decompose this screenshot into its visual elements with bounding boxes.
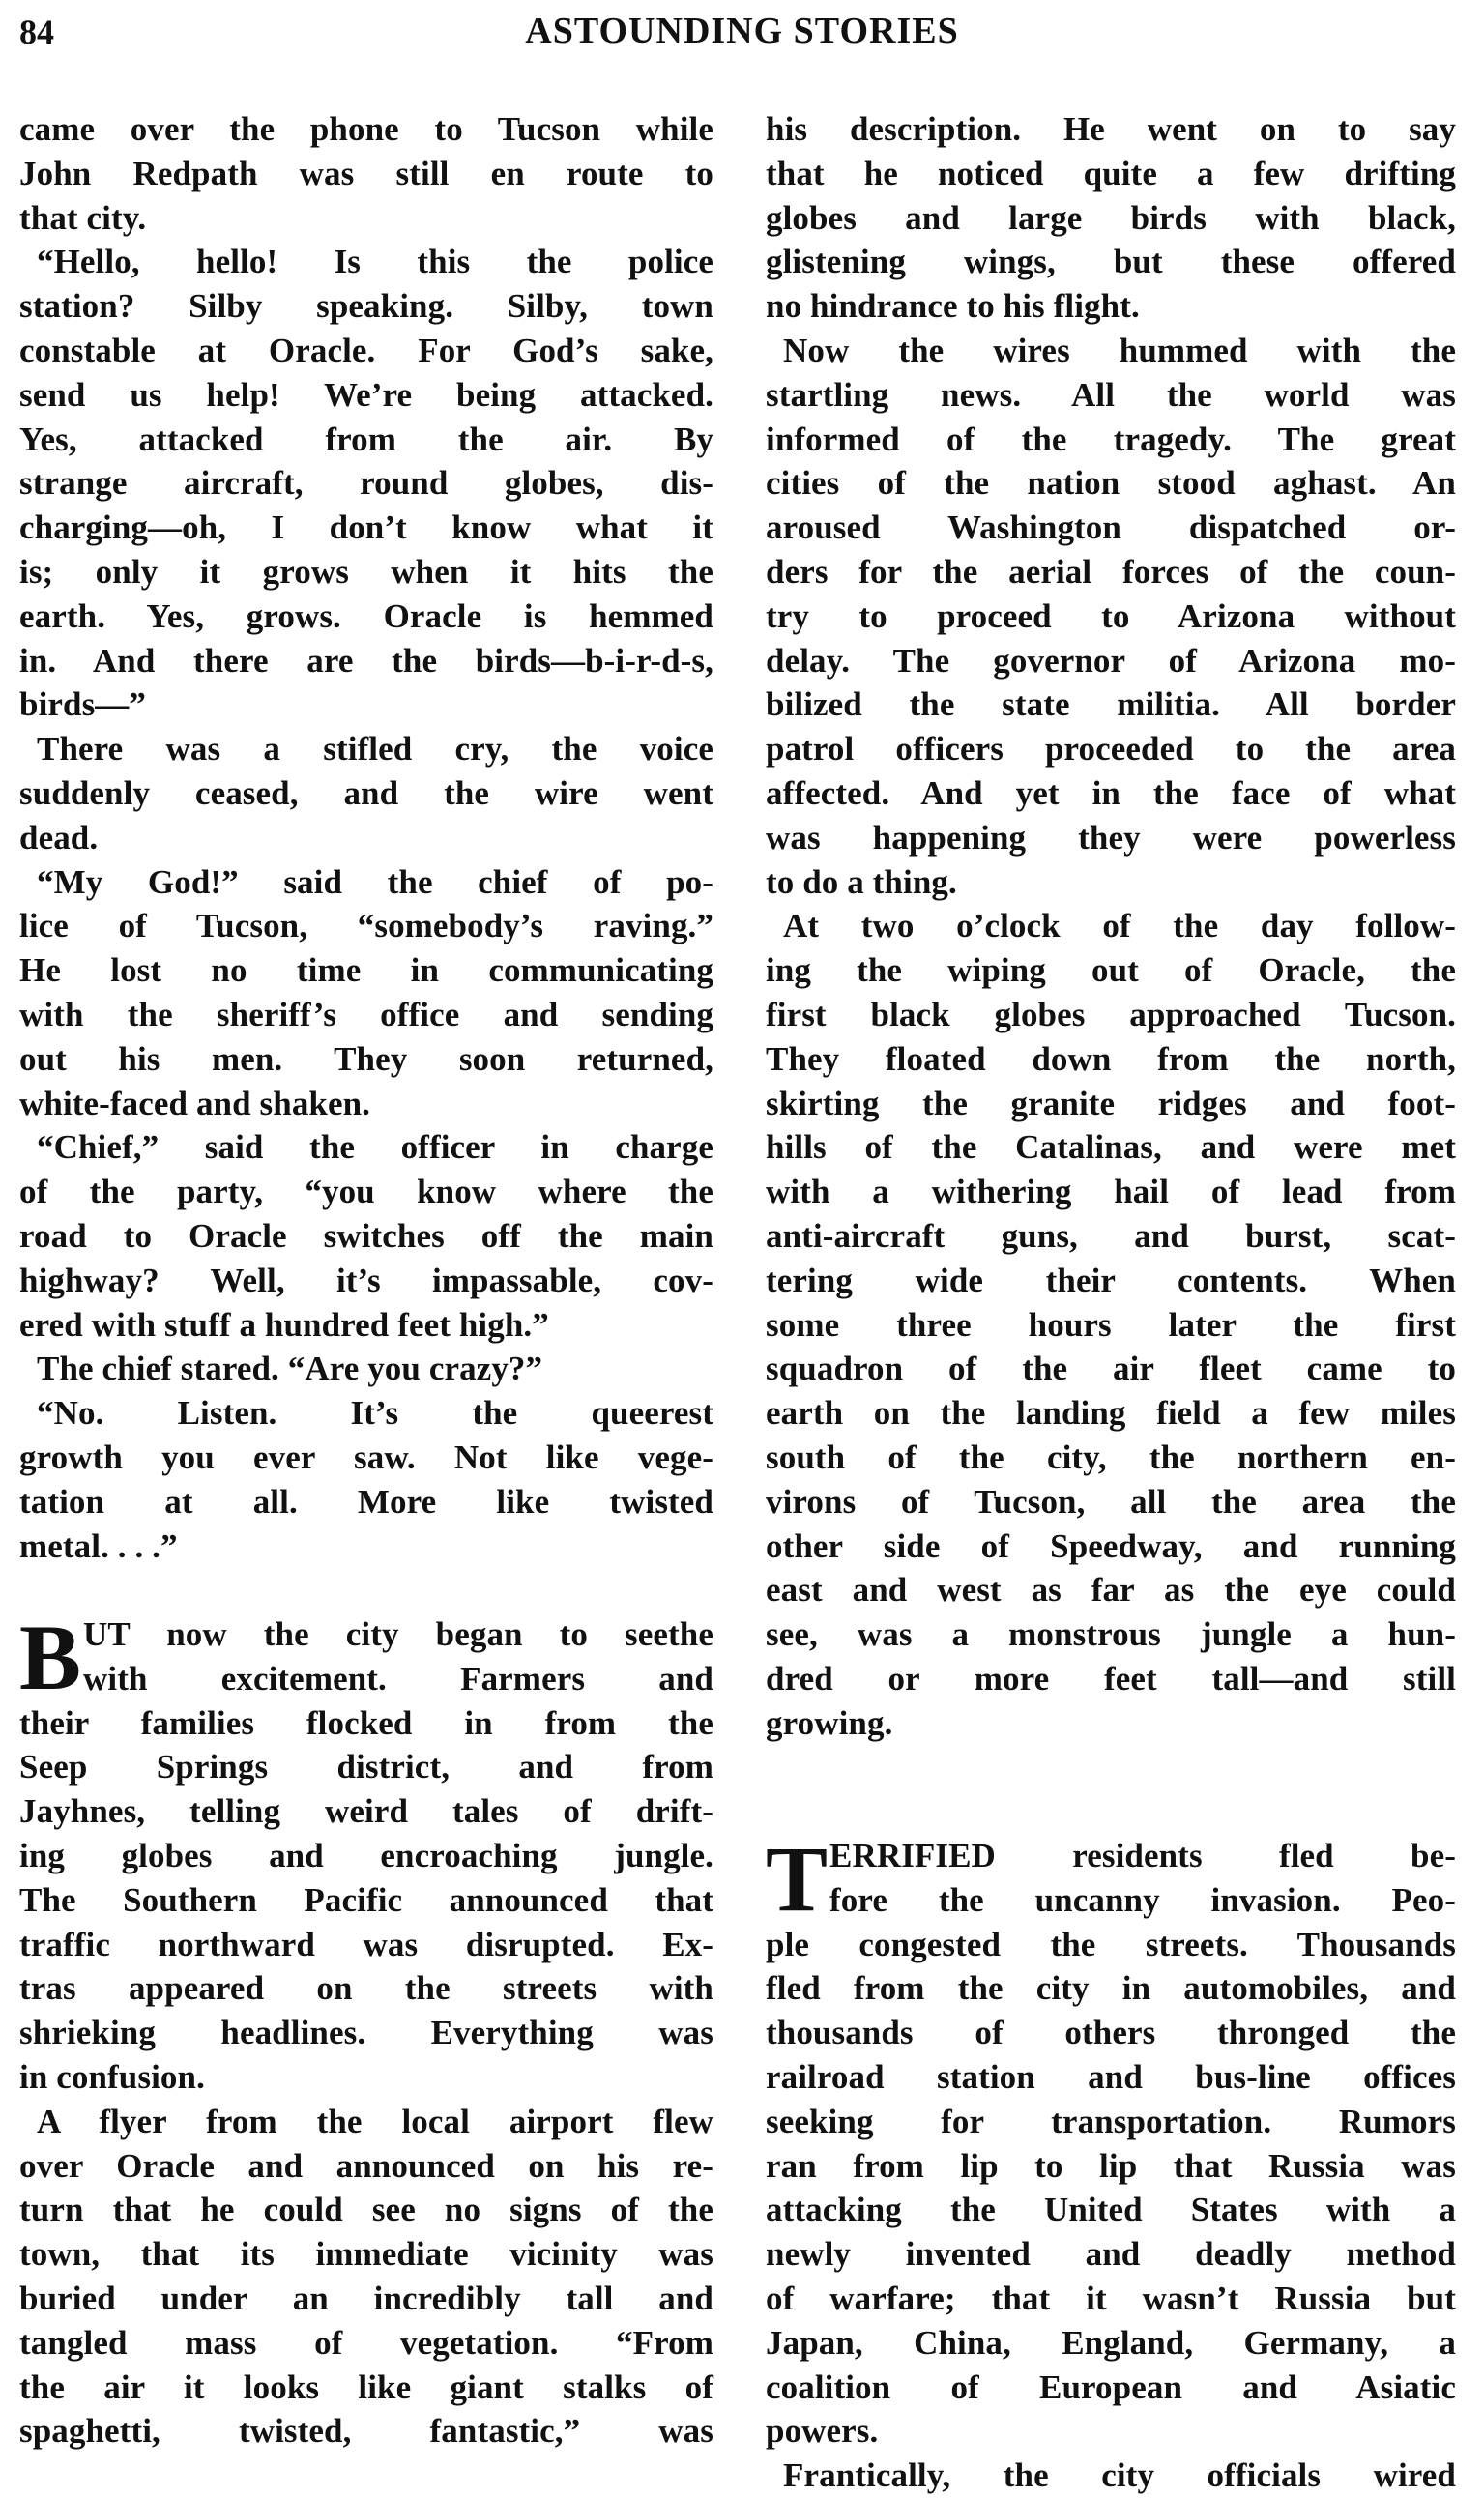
- text-line: At two o’clock of the day follow-: [783, 907, 1456, 945]
- text-line: try to proceed to Arizona without: [766, 596, 1456, 635]
- text-line: spaghetti, twisted, fantastic,” was: [19, 2412, 713, 2451]
- paragraph: [766, 904, 1456, 1745]
- text-line: with the sheriff’s office and sending: [19, 995, 713, 1033]
- text-line: The chief stared. “Are you crazy?”: [37, 1350, 543, 1388]
- text-line: “Hello, hello! Is this the police: [37, 243, 713, 281]
- text-line: coalition of European and Asiatic: [766, 2367, 1456, 2406]
- text-line: with a withering hail of lead from: [766, 1173, 1456, 1211]
- text-line: send us help! We’re being attacked.: [19, 375, 713, 414]
- text-line: Japan, China, England, Germany, a: [766, 2323, 1456, 2362]
- text-line: fore the uncanny invasion. Peo-: [829, 1880, 1456, 1919]
- text-line: shrieking headlines. Everything was: [19, 2014, 713, 2052]
- text-line: earth. Yes, grows. Oracle is hemmed: [19, 596, 713, 635]
- text-line: seeking for transportation. Rumors: [766, 2102, 1456, 2140]
- text-line: metal. . . .”: [19, 1526, 178, 1565]
- text-line: attacking the United States with a: [766, 2191, 1456, 2229]
- text-line: powers.: [766, 2412, 879, 2451]
- section-break: [19, 1568, 713, 1612]
- text-line: glistening wings, but these offered: [766, 243, 1456, 281]
- text-line: startling news. All the world was: [766, 375, 1456, 414]
- text-line: his description. He went on to say: [766, 110, 1456, 148]
- text-line: The Southern Pacific announced that: [19, 1880, 713, 1919]
- right-column: [766, 107, 1456, 2498]
- text-line: ing the wiping out of Oracle, the: [766, 951, 1456, 990]
- text-line: growth you ever saw. Not like vege-: [19, 1438, 713, 1476]
- text-line: charging—oh, I don’t know what it: [19, 508, 713, 547]
- text-line: “Chief,” said the officer in charge: [37, 1128, 713, 1167]
- text-line: patrol officers proceeded to the area: [766, 730, 1456, 769]
- text-line: buried under an incredibly tall and: [19, 2280, 713, 2318]
- text-line: growing.: [766, 1703, 893, 1742]
- text-line: road to Oracle switches off the main: [19, 1216, 713, 1255]
- text-line: no hindrance to his flight.: [766, 287, 1140, 326]
- text-line: their families flocked in from the: [19, 1703, 713, 1742]
- text-line: over Oracle and announced on his re-: [19, 2146, 713, 2185]
- text-line: ders for the aerial forces of the coun-: [766, 552, 1456, 591]
- text-line: lice of Tucson, “somebody’s raving.”: [19, 907, 713, 945]
- text-line: skirting the granite ridges and foot-: [766, 1084, 1456, 1122]
- text-line: other side of Speedway, and running: [766, 1526, 1456, 1565]
- text-line: tras appeared on the streets with: [19, 1969, 713, 2008]
- text-line: John Redpath was still en route to: [19, 154, 713, 192]
- text-line: fled from the city in automobiles, and: [766, 1969, 1456, 2008]
- text-line: newly invented and deadly method: [766, 2235, 1456, 2274]
- text-line: Frantically, the city officials wired: [783, 2456, 1456, 2495]
- text-line: east and west as far as the eye could: [766, 1571, 1456, 1610]
- text-line: ing globes and encroaching jungle.: [19, 1837, 713, 1875]
- text-line: in. And there are the birds—b-i-r-d-s,: [19, 641, 713, 680]
- text-line: squadron of the air fleet came to: [766, 1350, 1456, 1388]
- text-line: ran from lip to lip that Russia was: [766, 2146, 1456, 2185]
- text-line: virons of Tucson, all the area the: [766, 1482, 1456, 1521]
- text-line: “My God!” said the chief of po-: [37, 862, 713, 901]
- text-line: that city.: [19, 198, 147, 237]
- paragraph: [19, 860, 713, 1126]
- text-line: affected. And yet in the face of what: [766, 773, 1456, 812]
- text-line: south of the city, the northern en-: [766, 1438, 1456, 1476]
- text-line: tangled mass of vegetation. “From: [19, 2323, 713, 2362]
- text-line: earth on the landing field a few miles: [766, 1394, 1456, 1433]
- paragraph: [19, 2100, 713, 2454]
- text-line: globes and large birds with black,: [766, 198, 1456, 237]
- text-line: to do a thing.: [766, 862, 957, 901]
- running-header: [0, 8, 1484, 62]
- text-line: dead.: [19, 818, 99, 857]
- paragraph: [19, 1347, 713, 1391]
- text-line: They floated down from the north,: [766, 1039, 1456, 1078]
- text-line: was happening they were powerless: [766, 818, 1456, 857]
- text-line: delay. The governor of Arizona mo-: [766, 641, 1456, 680]
- text-line: station? Silby speaking. Silby, town: [19, 287, 713, 326]
- text-line: that he noticed quite a few drifting: [766, 154, 1456, 192]
- text-line: town, that its immediate vicinity was: [19, 2235, 713, 2274]
- paragraph: [19, 1391, 713, 1568]
- text-line: Now the wires hummed with the: [783, 331, 1456, 369]
- text-line: dred or more feet tall—and still: [766, 1659, 1456, 1698]
- text-line: out his men. They soon returned,: [19, 1039, 713, 1078]
- text-line: anti-aircraft guns, and burst, scat-: [766, 1216, 1456, 1255]
- text-line: A flyer from the local airport flew: [37, 2102, 713, 2140]
- text-line: tation at all. More like twisted: [19, 1482, 713, 1521]
- section-break: [766, 1745, 1456, 1834]
- paragraph: [19, 1606, 713, 2100]
- text-line: thousands of others thronged the: [766, 2014, 1456, 2052]
- text-line: is; only it grows when it hits the: [19, 552, 713, 591]
- magazine-title: ASTOUNDING STORIES: [525, 11, 959, 51]
- paragraph: [766, 2454, 1456, 2498]
- text-line: white-faced and shaken.: [19, 1084, 371, 1122]
- text-line: UT now the city began to seethe: [83, 1615, 713, 1654]
- text-line: highway? Well, it’s impassable, cov-: [19, 1261, 713, 1299]
- drop-cap: T: [766, 1827, 829, 1932]
- text-line: with excitement. Farmers and: [83, 1659, 713, 1698]
- text-line: railroad station and bus-line offices: [766, 2058, 1456, 2097]
- paragraph: [766, 1827, 1456, 2454]
- text-line: hills of the Catalinas, and were met: [766, 1128, 1456, 1167]
- text-line: traffic northward was disrupted. Ex-: [19, 1925, 713, 1963]
- text-line: Yes, attacked from the air. By: [19, 420, 713, 458]
- paragraph: [19, 1125, 713, 1347]
- text-line: turn that he could see no signs of the: [19, 2191, 713, 2229]
- text-line: ple congested the streets. Thousands: [766, 1925, 1456, 1963]
- text-line: of warfare; that it wasn’t Russia but: [766, 2280, 1456, 2318]
- paragraph: [766, 107, 1456, 329]
- text-line: Jayhnes, telling weird tales of drift-: [19, 1792, 713, 1831]
- text-line: see, was a monstrous jungle a hun-: [766, 1615, 1456, 1654]
- text-line: tering wide their contents. When: [766, 1261, 1456, 1299]
- text-line: birds—”: [19, 685, 147, 724]
- text-line: in confusion.: [19, 2058, 205, 2097]
- text-line: strange aircraft, round globes, dis-: [19, 464, 713, 503]
- left-column: [19, 107, 713, 2454]
- text-line: aroused Washington dispatched or-: [766, 508, 1456, 547]
- text-line: He lost no time in communicating: [19, 951, 713, 990]
- text-line: the air it looks like giant stalks of: [19, 2367, 713, 2406]
- text-line: came over the phone to Tucson while: [19, 110, 713, 148]
- text-line: ered with stuff a hundred feet high.”: [19, 1305, 549, 1344]
- page-number: 84: [19, 13, 54, 51]
- text-line: ERRIFIED residents fled be-: [829, 1837, 1456, 1875]
- text-line: cities of the nation stood aghast. An: [766, 464, 1456, 503]
- text-line: constable at Oracle. For God’s sake,: [19, 331, 713, 369]
- text-line: suddenly ceased, and the wire went: [19, 773, 713, 812]
- paragraph: [766, 329, 1456, 904]
- text-line: Seep Springs district, and from: [19, 1748, 713, 1786]
- text-line: some three hours later the first: [766, 1305, 1456, 1344]
- paragraph: [19, 240, 713, 727]
- text-line: of the party, “you know where the: [19, 1173, 713, 1211]
- paragraph: [19, 107, 713, 240]
- paragraph: [19, 727, 713, 859]
- text-line: “No. Listen. It’s the queerest: [37, 1394, 713, 1433]
- text-line: informed of the tragedy. The great: [766, 420, 1456, 458]
- text-line: There was a stifled cry, the voice: [37, 730, 713, 769]
- text-line: bilized the state militia. All border: [766, 685, 1456, 724]
- text-line: first black globes approached Tucson.: [766, 995, 1456, 1033]
- drop-cap: B: [19, 1606, 82, 1710]
